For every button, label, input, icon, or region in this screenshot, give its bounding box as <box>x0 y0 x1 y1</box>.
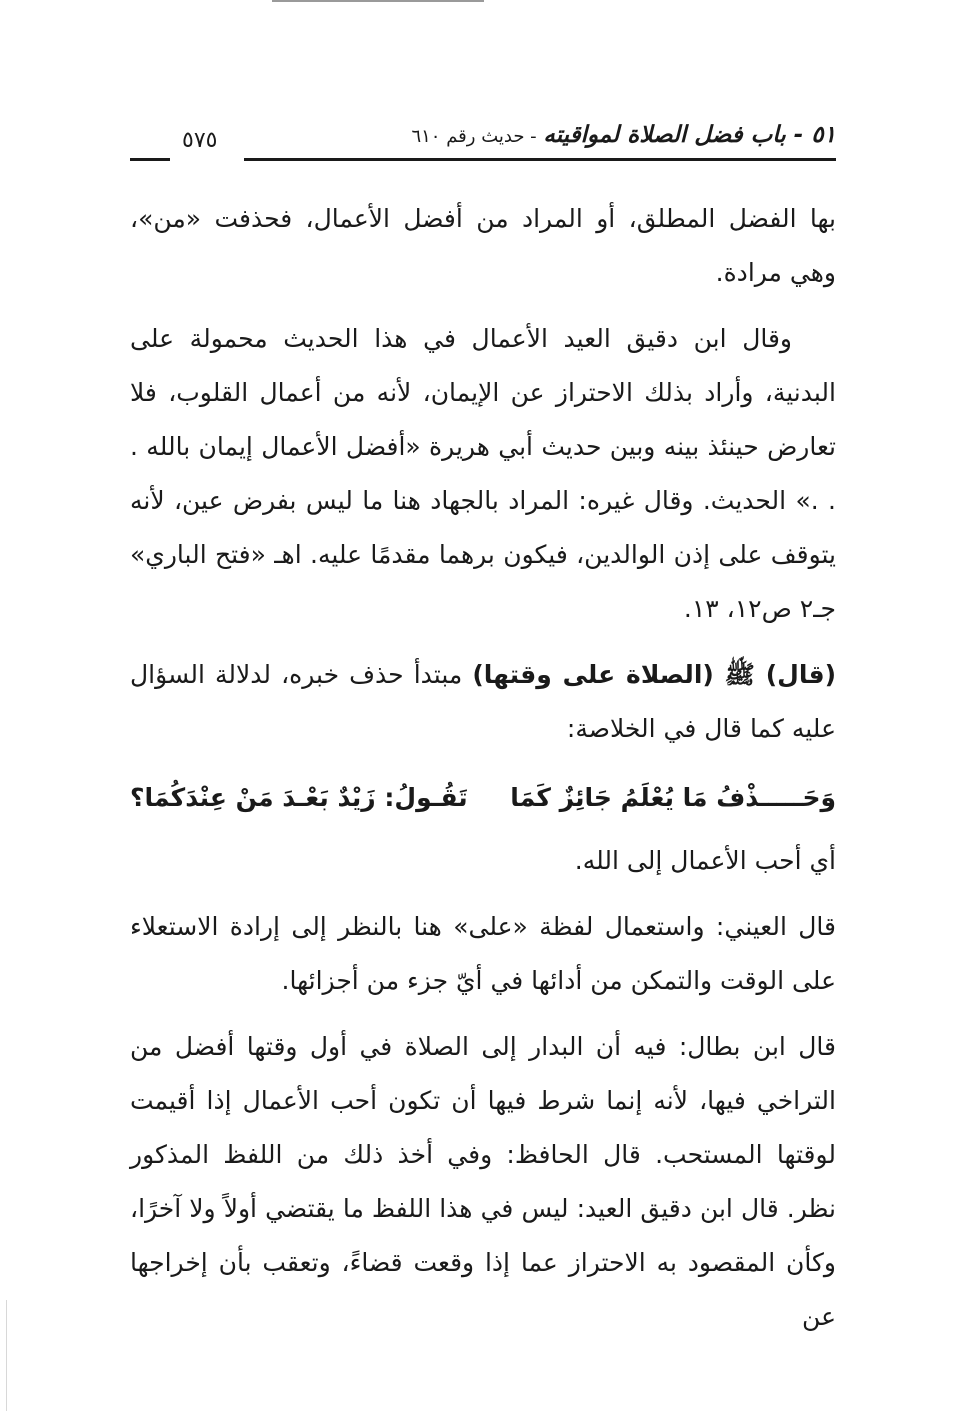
hadith-number: - حديث رقم ٦١٠ <box>411 126 537 147</box>
header-title <box>411 122 836 148</box>
paragraph-2: وقال ابن دقيق العيد الأعمال في هذا الحديث محمولة على البدنية، وأراد بذلك الاحتراز عن الإيمان، لأنه من أعمال القلوب، فلا تعارض حينئذ بينه وبين حديث أبي هريرة «أفضل الأعمال إيمان بالله . . .» الحديث. وقال غيره: المراد بالجهاد هنا ما ليس بفرض عين، لأنه يتوقف على إذن الوالدين، فيكون برهما مقدمًا عليه. اهـ «فتح الباري» جـ٢ ص١٢، ١٣. <box>130 324 836 623</box>
poem-hemistich-2: تَقُـولُ: زَيْدٌ بَعْـدَ مَنْ عِنْدَكُمَا؟ <box>130 783 468 812</box>
poem-hemistich-1: وَحَـــــذْفُ مَا يُعْلَمُ جَائِزٌ كَمَا <box>510 783 836 812</box>
page-number: ٥٧٥ <box>182 128 218 153</box>
paragraph-3-text: مبتدأ حذف خبره، لدلالة السؤال عليه كما قال في الخلاصة: <box>130 660 836 743</box>
running-header <box>130 118 836 170</box>
page-number-dash <box>130 158 170 161</box>
poem-verse <box>130 768 836 828</box>
page-body <box>130 192 836 1356</box>
scan-artifact-top-line <box>272 0 484 2</box>
paragraph-1: بها الفضل المطلق، أو المراد من أفضل الأعمال، فحذفت «من»، وهي مرادة. <box>130 204 836 287</box>
paragraph-4: أي أحب الأعمال إلى الله. <box>574 846 836 875</box>
hadith-quote: (قال) ﷺ (الصلاة على وقتها) <box>472 660 837 689</box>
scan-artifact-left-edge <box>6 1300 7 1411</box>
header-rule <box>244 158 836 161</box>
paragraph-5: قال العيني: واستعمال لفظة «على» هنا بالنظر إلى إرادة الاستعلاء على الوقت والتمكن من أدائها في أيّ جزء من أجزائها. <box>130 912 836 995</box>
chapter-title: ٥١ - باب فضل الصلاة لمواقيته <box>543 122 836 148</box>
paragraph-6: قال ابن بطال: فيه أن البدار إلى الصلاة في أول وقتها أفضل من التراخي فيها، لأنه إنما شرط فيها أن تكون أحب الأعمال إذا أقيمت لوقتها المستحب. قال الحافظ: وفي أخذ ذلك من اللفظ المذكور نظر. قال ابن دقيق العيد: ليس في هذا اللفظ ما يقتضي أولاً ولا آخرًا، وكأن المقصود به الاحتراز عما إذا وقعت قضاءً، وتعقب بأن إخراجها عن <box>130 1032 836 1331</box>
paragraph-3 <box>130 648 836 756</box>
